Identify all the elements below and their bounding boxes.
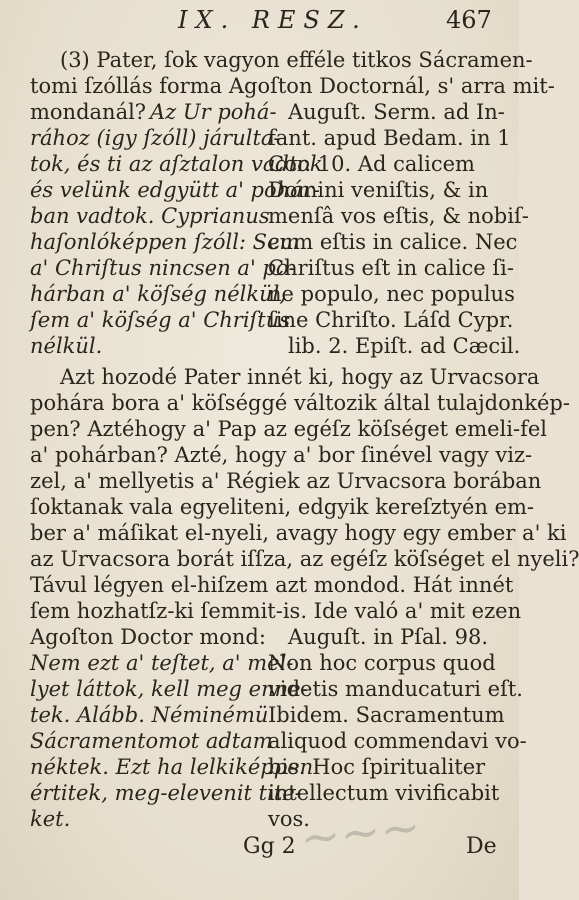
left-col-line: ſem a' köſség a' Chriſtus	[30, 308, 291, 332]
right-col-line: Non hoc corpus quod	[268, 651, 496, 675]
left-col-line: értitek, meg-elevenit tite-	[30, 781, 302, 805]
left-col-line: néktek. Ezt ha lelkiképpen	[30, 755, 314, 779]
text-line: tomi ſzóllás forma Agoſton Doctornál, s' arra mit-	[30, 74, 555, 98]
text-line: zel, a' mellyetis a' Régiek az Urvacsora borában	[30, 469, 542, 493]
text-line: Azt hozodé Pater innét ki, hogy az Urvacsora	[60, 365, 540, 389]
text-line: Távul légyen el-hiſzem azt mondod. Hát innét	[30, 573, 514, 597]
signature-mark: Gg 2	[243, 834, 296, 859]
faded-stamp-mark: ~~~	[297, 798, 424, 868]
left-col-line: haſonlóképpen ſzóll: Sem	[30, 230, 300, 254]
text-line: (3) Pater, ſok vagyon efféle titkos Sácramen-	[60, 48, 533, 72]
right-col-line: Ibidem. Sacramentum	[268, 703, 505, 727]
right-col-line: aliquod commendavi vo-	[268, 729, 527, 753]
right-col-line: Auguſt. in Pſal. 98.	[288, 625, 489, 649]
catchword: De	[466, 834, 497, 859]
text-line: pohára bora a' köſséggé változik által tulajdonkép-	[30, 391, 570, 415]
left-col-line: tok, és ti az aſztalon vadtok	[30, 152, 323, 176]
text-line: a' pohárban? Azté, hogy a' bor ſinével vagy viz-	[30, 443, 533, 467]
right-col-line: Domini veniſtis, & in	[268, 178, 489, 202]
left-col-line: és velünk edgyütt a' pohár-	[30, 178, 320, 202]
right-col-line: lib. 2. Epiſt. ad Cæcil.	[288, 334, 521, 358]
running-head: IX. RESZ.	[178, 6, 368, 34]
left-col-line: ban vadtok. Cyprianus	[30, 204, 270, 228]
text-line: mondanál?	[30, 100, 147, 124]
left-col-line: hárban a' köſség nélkül,	[30, 282, 286, 306]
right-col-line: videtis manducaturi eſt.	[268, 677, 523, 701]
right-col-line: bis. Hoc ſpiritualiter	[268, 755, 486, 779]
left-col-line: Agoſton Doctor mond:	[30, 625, 266, 649]
text-line: ſoktanak vala egyeliteni, edgyik kereſztyén em-	[30, 495, 535, 519]
left-col-line: Az Ur pohá-	[150, 100, 277, 124]
text-line: ſem hozhatſz-ki ſemmit-is. Ide való a' mit ezen	[30, 599, 522, 623]
left-col-line: rához (igy ſzóll) járulta-	[30, 126, 281, 150]
left-col-line: Sácramentomot adtam	[30, 729, 273, 753]
right-col-line: fant. apud Bedam. in 1	[268, 126, 511, 150]
right-col-line: cum eſtis in calice. Nec	[268, 230, 518, 254]
text-line: ber a' máſikat el-nyeli, avagy hogy egy ember a' ki	[30, 521, 567, 545]
right-col-line: Chriſtus eſt in calice ſi-	[268, 256, 514, 280]
left-col-line: tek. Alább. Néminémü	[30, 703, 269, 727]
left-col-line: Nem ezt a' teſtet, a' mel-	[30, 651, 294, 675]
text-line: az Urvacsora borát iſſza, az egéſz köſséget el nyeli?	[30, 547, 579, 571]
right-col-line: ne populo, nec populus	[268, 282, 515, 306]
left-col-line: nélkül.	[30, 334, 103, 358]
page-number: 467	[446, 6, 492, 34]
left-col-line: lyet láttok, kell meg enne-	[30, 677, 308, 701]
right-col-line: ſine Chriſto. Láſd Cypr.	[268, 308, 514, 332]
left-col-line: ket.	[30, 807, 71, 831]
right-col-line: vos.	[268, 807, 310, 831]
right-col-line: menſâ vos eſtis, & nobiſ-	[268, 204, 529, 228]
right-col-line: Cor. 10. Ad calicem	[268, 152, 475, 176]
text-line: pen? Aztéhogy a' Pap az egéſz köſséget emeli-fel	[30, 417, 547, 441]
right-col-line: Auguſt. Serm. ad In-	[288, 100, 505, 124]
right-col-line: intellectum vivificabit	[268, 781, 500, 805]
left-col-line: a' Chriſtus nincsen a' po-	[30, 256, 296, 280]
